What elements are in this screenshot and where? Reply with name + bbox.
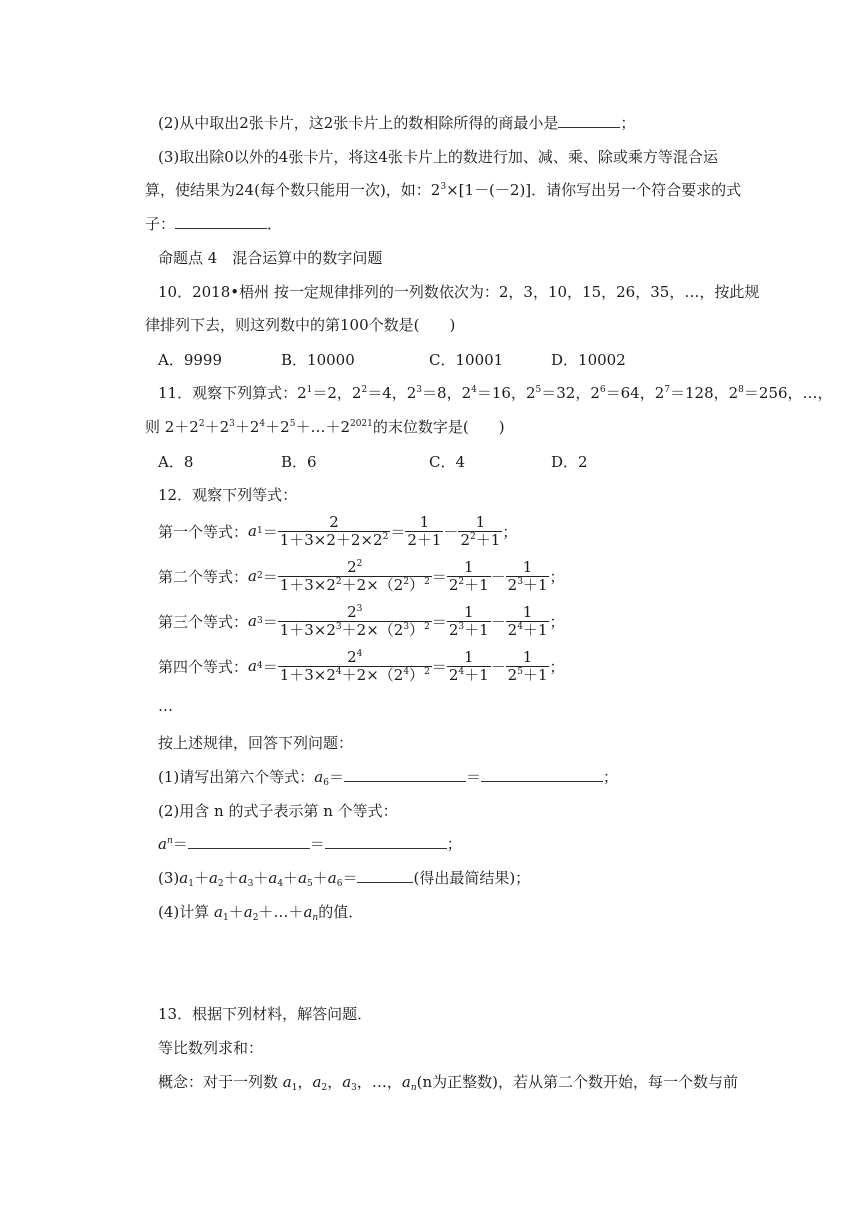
fraction: $\frac{1}{2^4+1}$ [448, 647, 489, 684]
answer-blank[interactable] [481, 767, 603, 782]
fraction: $\frac{1}{2+1}$ [407, 512, 442, 549]
exponent: 3 [440, 182, 447, 192]
punct: ； [620, 114, 636, 132]
q9-part3-line2 [145, 180, 741, 200]
fraction: $\frac{1}{2^2+1}$ [448, 557, 489, 594]
q9-part2-text: (2)从中取出2张卡片，这2张卡片上的数相除所得的商最小是 [158, 114, 559, 132]
answer-blank[interactable] [325, 834, 447, 849]
q11-line2: 则 $2+2^2+2^3+2^4+2^5+\dots+2^{2021}$的末位数字是( ) [145, 418, 505, 436]
ellipsis: … [158, 697, 173, 715]
option-c[interactable]: C．4 [429, 453, 466, 471]
fraction: $\frac{1}{2^3+1}$ [507, 557, 548, 594]
text: (4)计算 [158, 903, 210, 921]
q12-part4: (4)计算 $a_1+a_2+\dots+a_n$的值． [158, 903, 364, 923]
text: 11．观察下列算式： [158, 384, 298, 402]
fraction: $\frac{1}{2^4+1}$ [507, 602, 548, 639]
text: 的末位数字是( ) [372, 418, 505, 436]
text: (得出最简结果)； [413, 869, 531, 887]
answer-blank[interactable] [357, 868, 413, 883]
equation-label: 第一个等式： [158, 522, 249, 541]
power-ellipsis: …， [802, 384, 833, 402]
text: 则 2＋2 [145, 418, 199, 436]
text: (n为正整数)，若从第二个数开始，每一个数与前 [416, 1073, 739, 1091]
q13-concept: 概念：对于一列数 $a_1$，$a_2$，$a_3$，…，$a_n(n$为正整数)，若从第二个数开始，每一个数与前 [158, 1073, 739, 1093]
q10-options [158, 349, 778, 369]
option-c[interactable]: C．10001 [429, 351, 504, 369]
power-item: $2^1=2$， [297, 384, 352, 402]
option-a[interactable]: A．9999 [158, 351, 223, 369]
equation-1: 第一个等式： a 1 ＝ $\frac{2}{1+3\times 2+2\times 2^2}$ ＝ $\frac{1}{2+1}$ － $\frac{1}{2^2+1}$ ； [158, 512, 518, 549]
option-b[interactable]: B．6 [281, 453, 317, 471]
option-b[interactable]: B．10000 [281, 351, 355, 369]
text: ×[1－(－2)]．请你写出另一个符合要求的式 [446, 181, 742, 199]
fraction: $\frac{2^3}{1+3\times 2^3+2\times(2^3)^2}$ [279, 602, 430, 639]
q12-part2: (2)用含 n 的式子表示第 n 个等式： [158, 802, 398, 820]
fraction: $\frac{1}{2^3+1}$ [448, 602, 489, 639]
equation-label: 第三个等式： [158, 612, 249, 631]
q12-answer-prompt: 按上述规律，回答下列问题： [158, 734, 354, 752]
power-item: $2^8=256$， [728, 384, 803, 402]
equation-2: 第二个等式： a 2 ＝ $\frac{2^2}{1+3\times 2^2+2\times(2^2)^2}$ ＝ $\frac{1}{2^2+1}$ － $\frac{1}{2^3+1}$ ； [158, 557, 565, 594]
power-item: $2^2=4$， [351, 384, 407, 402]
powers-sequence [297, 384, 832, 402]
q9-part3-line3 [145, 214, 282, 234]
fraction: $\frac{1}{2^5+1}$ [507, 647, 548, 684]
q9-part3-line1: (3)取出除0以外的4张卡片，将这4张卡片上的数进行加、减、乘、除或乘方等混合运 [158, 148, 718, 166]
q13-subhead: 等比数列求和： [158, 1039, 264, 1057]
power-item: $2^3=8$， [406, 384, 462, 402]
fraction: $\frac{1}{2^2+1}$ [460, 512, 501, 549]
q10-line2: 律排列下去，则这列数中的第100个数是( ) [145, 316, 456, 334]
option-d[interactable]: D．10002 [551, 351, 626, 369]
text: (1)请写出第六个等式： [158, 768, 315, 786]
q12-part1: (1)请写出第六个等式：$a_6=$ ＝ ； [158, 768, 618, 788]
option-d[interactable]: D．2 [551, 453, 588, 471]
power-item: $2^5=32$， [525, 384, 591, 402]
text: 概念：对于一列数 [158, 1073, 279, 1091]
power-item: $2^4=16$， [461, 384, 526, 402]
answer-blank[interactable] [344, 767, 466, 782]
fraction: $\frac{2^4}{1+3\times 2^4+2\times(2^4)^2}$ [279, 647, 430, 684]
power-item: $2^6=64$， [590, 384, 655, 402]
option-a[interactable]: A．8 [158, 453, 194, 471]
text: 的值． [318, 903, 364, 921]
q13-heading: 13．根据下列材料，解答问题． [158, 1005, 373, 1023]
q12-part2-answer: $a^n=$ ＝ ； [158, 835, 462, 853]
fraction: $\frac{2}{1+3\times 2+2\times 2^2}$ [279, 512, 389, 549]
equation-4: 第四个等式： a 4 ＝ $\frac{2^4}{1+3\times 2^4+2\times(2^4)^2}$ ＝ $\frac{1}{2^4+1}$ － $\frac{1}{2^5+1}$ ； [158, 647, 565, 684]
equation-label: 第二个等式： [158, 567, 249, 586]
power-item: $2^7=128$， [654, 384, 729, 402]
punct: ． [267, 215, 283, 233]
section-heading: 命题点 4 混合运算中的数字问题 [158, 249, 383, 267]
q10-line1: 10．2018•梧州 按一定规律排列的一列数依次为：2，3，10，15，26，35，…，按此规 [158, 283, 760, 301]
text: 子： [145, 215, 176, 233]
q11-line1 [158, 383, 833, 403]
q12-part3: $(3)a_1+a_2+a_3+a_4+a_5+a_6=$ (得出最简结果)； [158, 869, 531, 889]
text: 算，使结果为24(每个数只能用一次)，如：2 [145, 181, 441, 199]
q11-options [158, 451, 778, 471]
equation-label: 第四个等式： [158, 657, 249, 676]
answer-blank[interactable] [175, 214, 267, 229]
answer-blank[interactable] [558, 113, 620, 128]
equation-3: 第三个等式： a 3 ＝ $\frac{2^3}{1+3\times 2^3+2\times(2^3)^2}$ ＝ $\frac{1}{2^3+1}$ － $\frac{1}{2^4+1}$ ； [158, 602, 565, 639]
q9-part2 [158, 113, 635, 133]
q12-heading: 12．观察下列等式： [158, 486, 298, 504]
fraction: $\frac{2^2}{1+3\times 2^2+2\times(2^2)^2}$ [279, 557, 430, 594]
answer-blank[interactable] [188, 834, 310, 849]
